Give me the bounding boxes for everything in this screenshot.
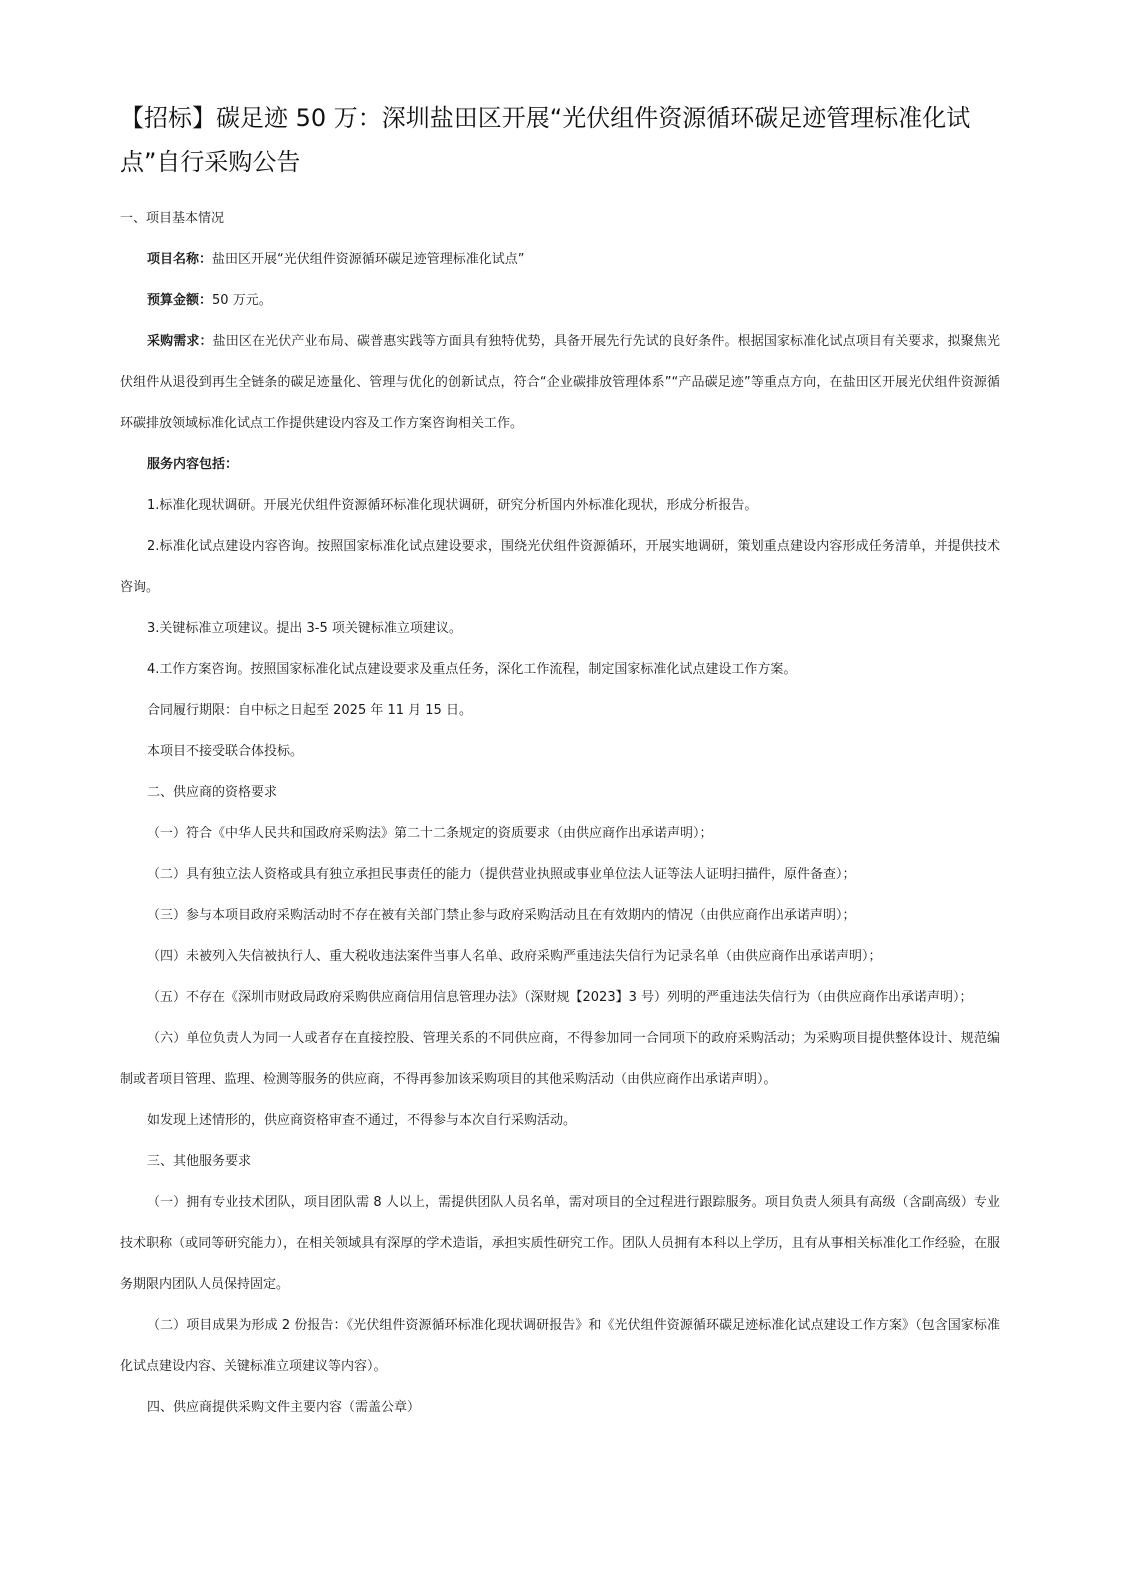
budget-value: 50 万元。 <box>212 293 272 308</box>
service-item-1: 1.标准化现状调研。开展光伏组件资源循环标准化现状调研，研究分析国内外标准化现状，形成分析报告。 <box>147 498 758 513</box>
section-heading-qualification: 二、供应商的资格要求 <box>147 785 278 800</box>
other-requirement-1: （一）拥有专业技术团队，项目团队需 8 人以上，需提供团队人员名单，需对项目的全过程进行跟踪服务。项目负责人须具有高级（含副高级）专业技术职称（或同等研究能力），在相关领域具有深厚的学术造诣，承担实质性研究工作。团队人员拥有本科以上学历，且有从事相关标准化工作经验，在服务期限内团队人员保持固定。 <box>120 1195 1000 1292</box>
project-name-label: 项目名称： <box>147 252 213 267</box>
service-item-2: 2.标准化试点建设内容咨询。按照国家标准化试点建设要求，围绕光伏组件资源循环，开展实地调研，策划重点建设内容形成任务清单，并提供技术咨询。 <box>120 539 1000 595</box>
project-name-value: 盐田区开展“光伏组件资源循环碳足迹管理标准化试点” <box>212 252 525 267</box>
requirement-item-6: （六）单位负责人为同一人或者存在直接控股、管理关系的不同供应商，不得参加同一合同项下的政府采购活动；为采购项目提供整体设计、规范编制或者项目管理、监理、检测等服务的供应商，不得再参加该采购项目的其他采购活动（由供应商作出承诺声明）。 <box>120 1031 1000 1087</box>
budget-paragraph <box>120 280 1000 321</box>
project-name-paragraph <box>120 239 1000 280</box>
demand-value: 盐田区在光伏产业布局、碳普惠实践等方面具有独特优势，具备开展先行先试的良好条件。根据国家标准化试点项目有关要求，拟聚焦光伏组件从退役到再生全链条的碳足迹量化、管理与优化的创新试点，符合“企业碳排放管理体系”“产品碳足迹”等重点方向，在盐田区开展光伏组件资源循环碳排放领域标准化试点工作提供建设内容及工作方案咨询相关工作。 <box>120 334 1000 431</box>
document-title: 【招标】碳足迹 50 万：深圳盐田区开展“光伏组件资源循环碳足迹管理标准化试点”自行采购公告 <box>120 104 971 176</box>
document-body <box>120 198 1000 1428</box>
demand-label: 采购需求： <box>147 334 213 349</box>
service-content-heading: 服务内容包括： <box>147 457 239 472</box>
section-heading-basic-info: 一、项目基本情况 <box>120 211 225 226</box>
section-heading-documents: 四、供应商提供采购文件主要内容（需盖公章） <box>147 1400 421 1415</box>
requirement-item-4: （四）未被列入失信被执行人、重大税收违法案件当事人名单、政府采购严重违法失信行为记录名单（由供应商作出承诺声明）； <box>147 949 882 964</box>
requirement-item-1: （一）符合《中华人民共和国政府采购法》第二十二条规定的资质要求（由供应商作出承诺声明）； <box>147 826 713 841</box>
contract-period: 合同履行期限：自中标之日起至 2025 年 11 月 15 日。 <box>147 703 472 718</box>
requirement-item-2: （二）具有独立法人资格或具有独立承担民事责任的能力（提供营业执照或事业单位法人证等法人证明扫描件，原件备查）； <box>147 867 856 882</box>
budget-label: 预算金额： <box>147 293 213 308</box>
service-item-3: 3.关键标准立项建议。提出 3-5 项关键标准立项建议。 <box>147 621 462 636</box>
requirement-item-3: （三）参与本项目政府采购活动时不存在被有关部门禁止参与政府采购活动且在有效期内的情况（由供应商作出承诺声明）； <box>147 908 856 923</box>
service-item-4: 4.工作方案咨询。按照国家标准化试点建设要求及重点任务，深化工作流程，制定国家标准化试点建设工作方案。 <box>147 662 797 677</box>
requirement-item-5: （五）不存在《深圳市财政局政府采购供应商信用信息管理办法》（深财规【2023】3 号）列明的严重违法失信行为（由供应商作出承诺声明）； <box>147 990 973 1005</box>
requirement-note: 如发现上述情形的，供应商资格审查不通过，不得参与本次自行采购活动。 <box>147 1113 577 1128</box>
demand-paragraph <box>120 321 1000 444</box>
other-requirement-2: （二）项目成果为形成 2 份报告：《光伏组件资源循环标准化现状调研报告》和《光伏组件资源循环碳足迹标准化试点建设工作方案》（包含国家标准化试点建设内容、关键标准立项建议等内容）。 <box>120 1318 1000 1374</box>
section-heading-other-requirements: 三、其他服务要求 <box>147 1154 252 1169</box>
no-consortium-note: 本项目不接受联合体投标。 <box>147 744 304 759</box>
